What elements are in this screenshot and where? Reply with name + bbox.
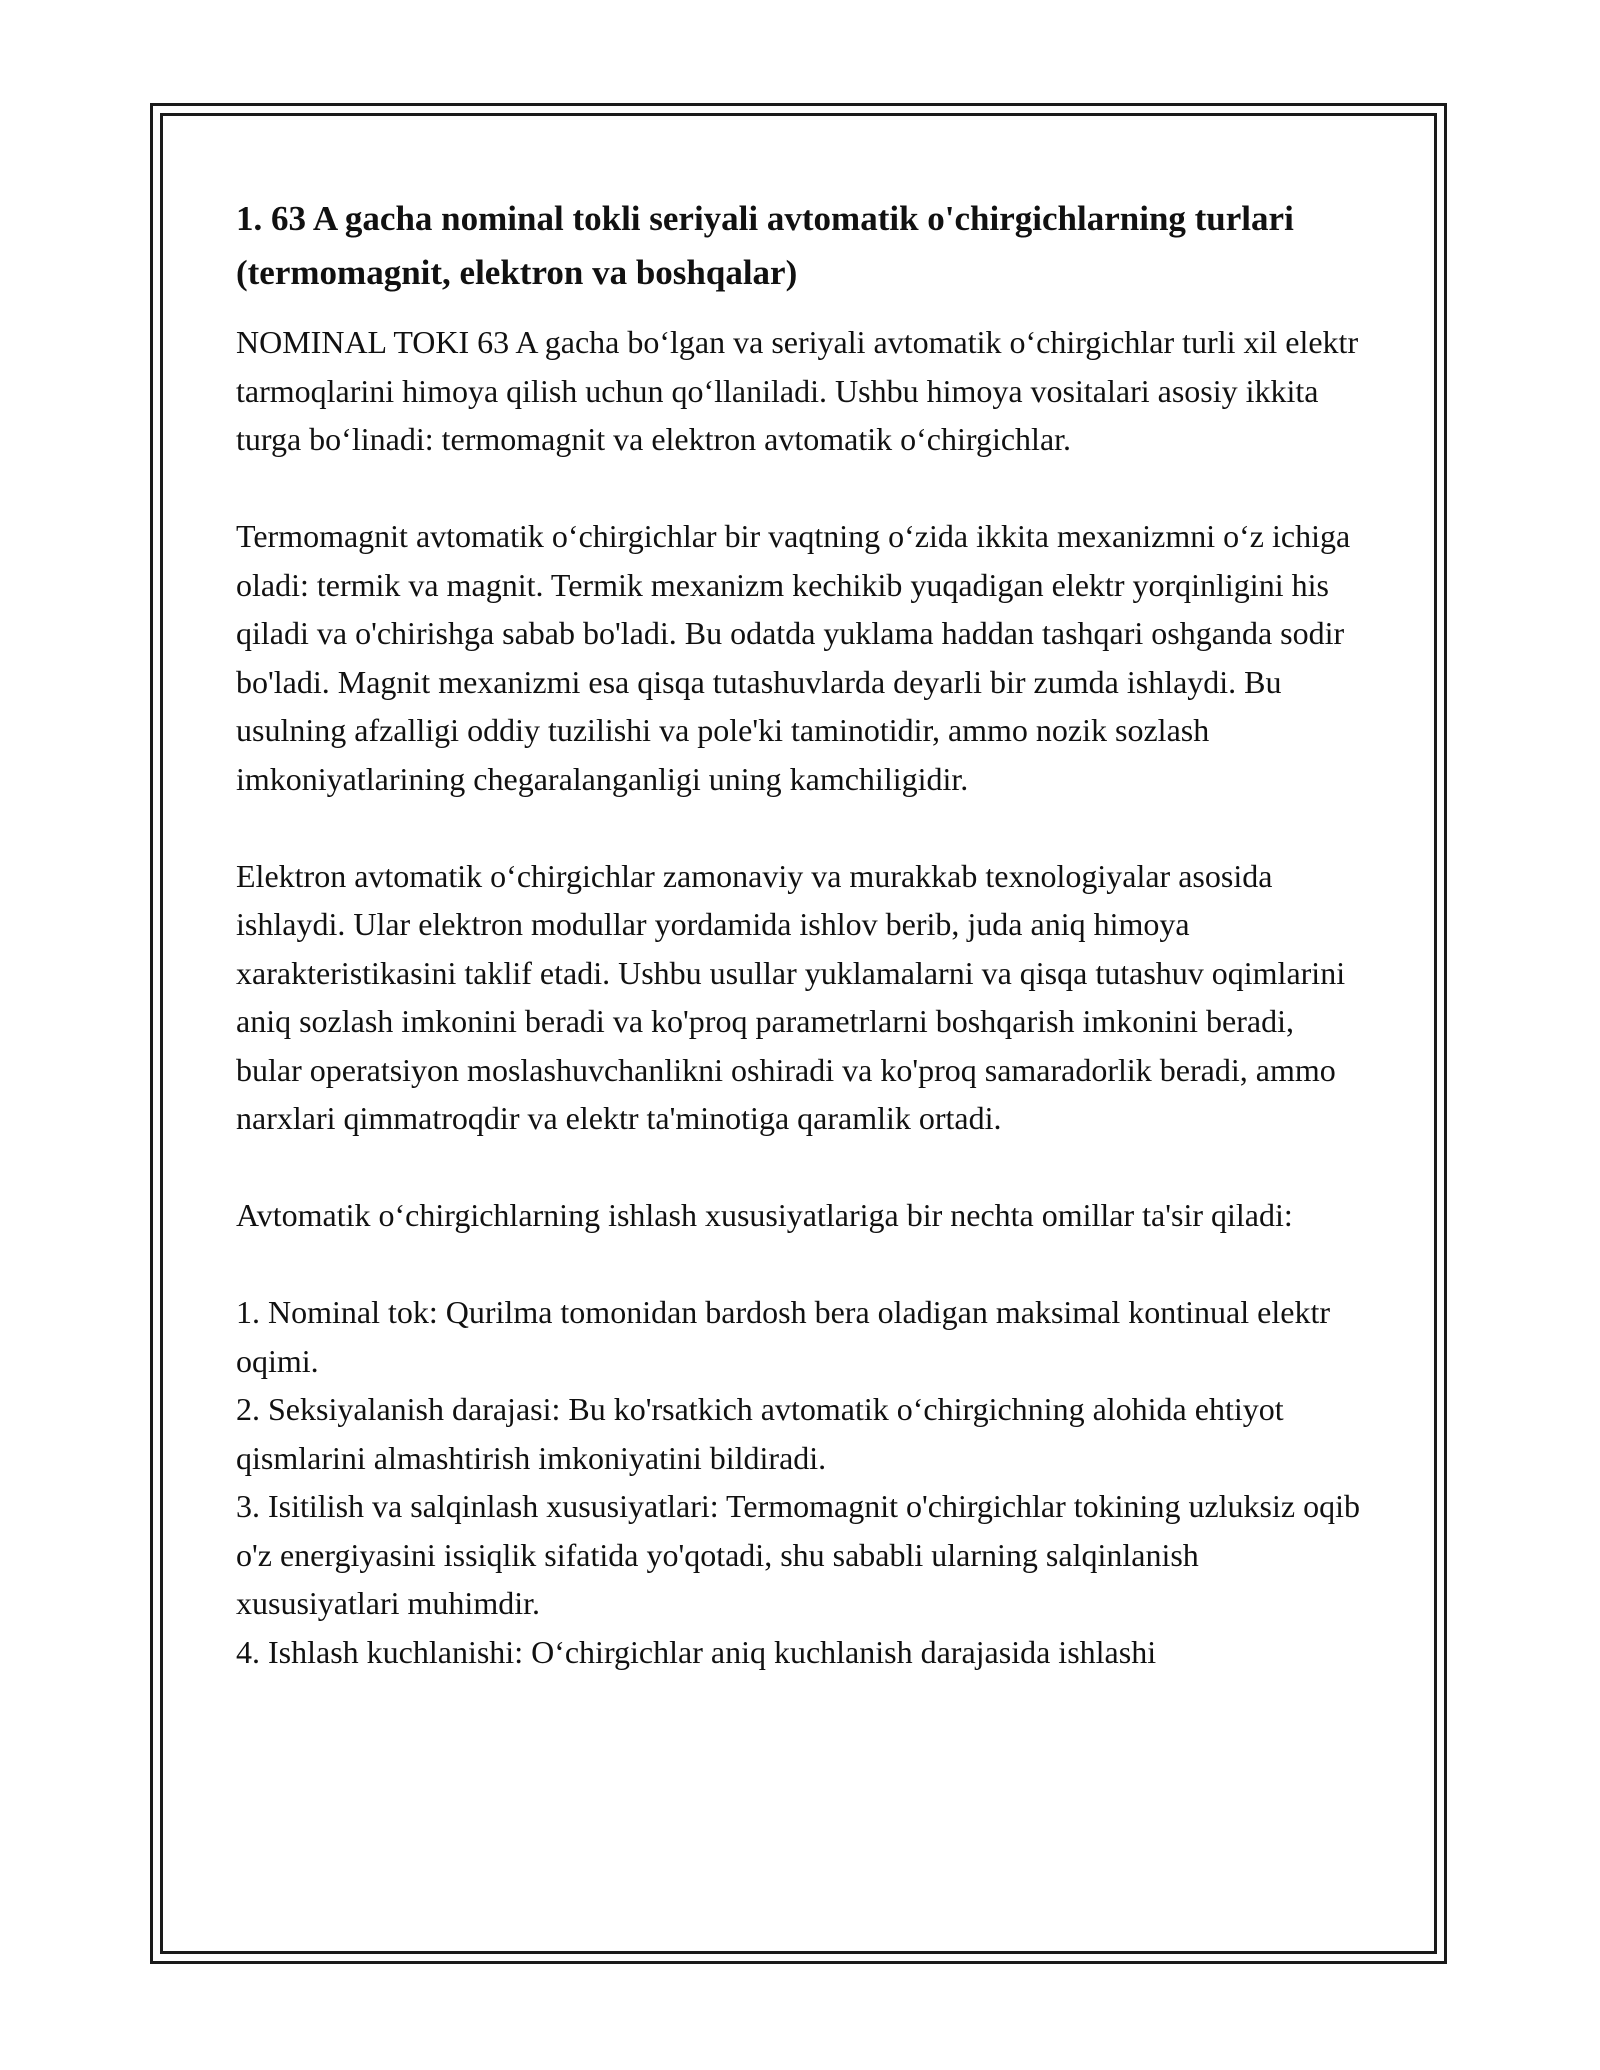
paragraph-factors: Avtomatik o‘chirgichlarning ishlash xususiyatlariga bir nechta omillar ta'sir qiladi: (236, 1197, 1293, 1233)
paragraph-electronic: Elektron avtomatik o‘chirgichlar zamonaviy va murakkab texnologiyalar asosida ishlaydi. Ular elektron modullar yordamida ishlov berib, juda aniq himoya xarakteristikasini taklif etadi. Ushbu usullar yuklamalarni va qisqa tutashuv oqimlarini aniq sozlash imkonini beradi va ko'proq parametrlarni boshqarish imkonini beradi, bular operatsiyon moslashuvchanlikni oshiradi va ko'proq samaradorlik beradi, ammo narxlari qimmatroqdir va elektr ta'minotiga qaramlik ortadi. (236, 857, 1346, 1136)
paragraph-intro: NOMINAL TOKI 63 A gacha bo‘lgan va seriyali avtomatik o‘chirgichlar turli xil elektr tarmoqlarini himoya qilish uchun qo‘llaniladi. Ushbu himoya vositalari asosiy ikkita turga bo‘linadi: termomagnit va elektron avtomatik o‘chirgichlar. (236, 324, 1359, 457)
paragraph-thermomagnetic: Termomagnit avtomatik o‘chirgichlar bir vaqtning o‘zida ikkita mexanizmni o‘z ichiga oladi: termik va magnit. Termik mexanizm kechikib yuqadigan elektr yorqinligini his qiladi va o'chirishga sabab bo'ladi. Bu odatda yuklama haddan tashqari oshganda sodir bo'ladi. Magnit mexanizmi esa qisqa tutashuvlarda deyarli bir zumda ishlaydi. Bu usulning afzalligi oddiy tuzilishi va pole'ki taminotidir, ammo nozik sozlash imkoniyatlarining chegaralanganligi uning kamchiligidir. (236, 518, 1351, 797)
list-item: 2. Seksiyalanish darajasi: Bu ko'rsatkich avtomatik o‘chirgichning alohida ehtiyot qismlarini almashtirish imkoniyatini bildiradi. (236, 1391, 1284, 1476)
document-title: 1. 63 A gacha nominal tokli seriyali avtomatik o'chirgichlarning turlari (termomagnit, elektron va boshqalar) (236, 199, 1294, 292)
factors-list (236, 1288, 1366, 1676)
document-body (236, 192, 1366, 1676)
list-item: 4. Ishlash kuchlanishi: O‘chirgichlar aniq kuchlanish darajasida ishlashi (236, 1633, 1157, 1670)
list-item: 3. Isitilish va salqinlash xususiyatlari: Termomagnit o'chirgichlar tokining uzluksiz oqib o'z energiyasini issiqlik sifatida yo'qotadi, shu sababli ularning salqinlanish xususiyatlari muhimdir. (236, 1488, 1360, 1621)
list-item: 1. Nominal tok: Qurilma tomonidan bardosh bera oladigan maksimal kontinual elektr oqimi. (236, 1294, 1330, 1379)
